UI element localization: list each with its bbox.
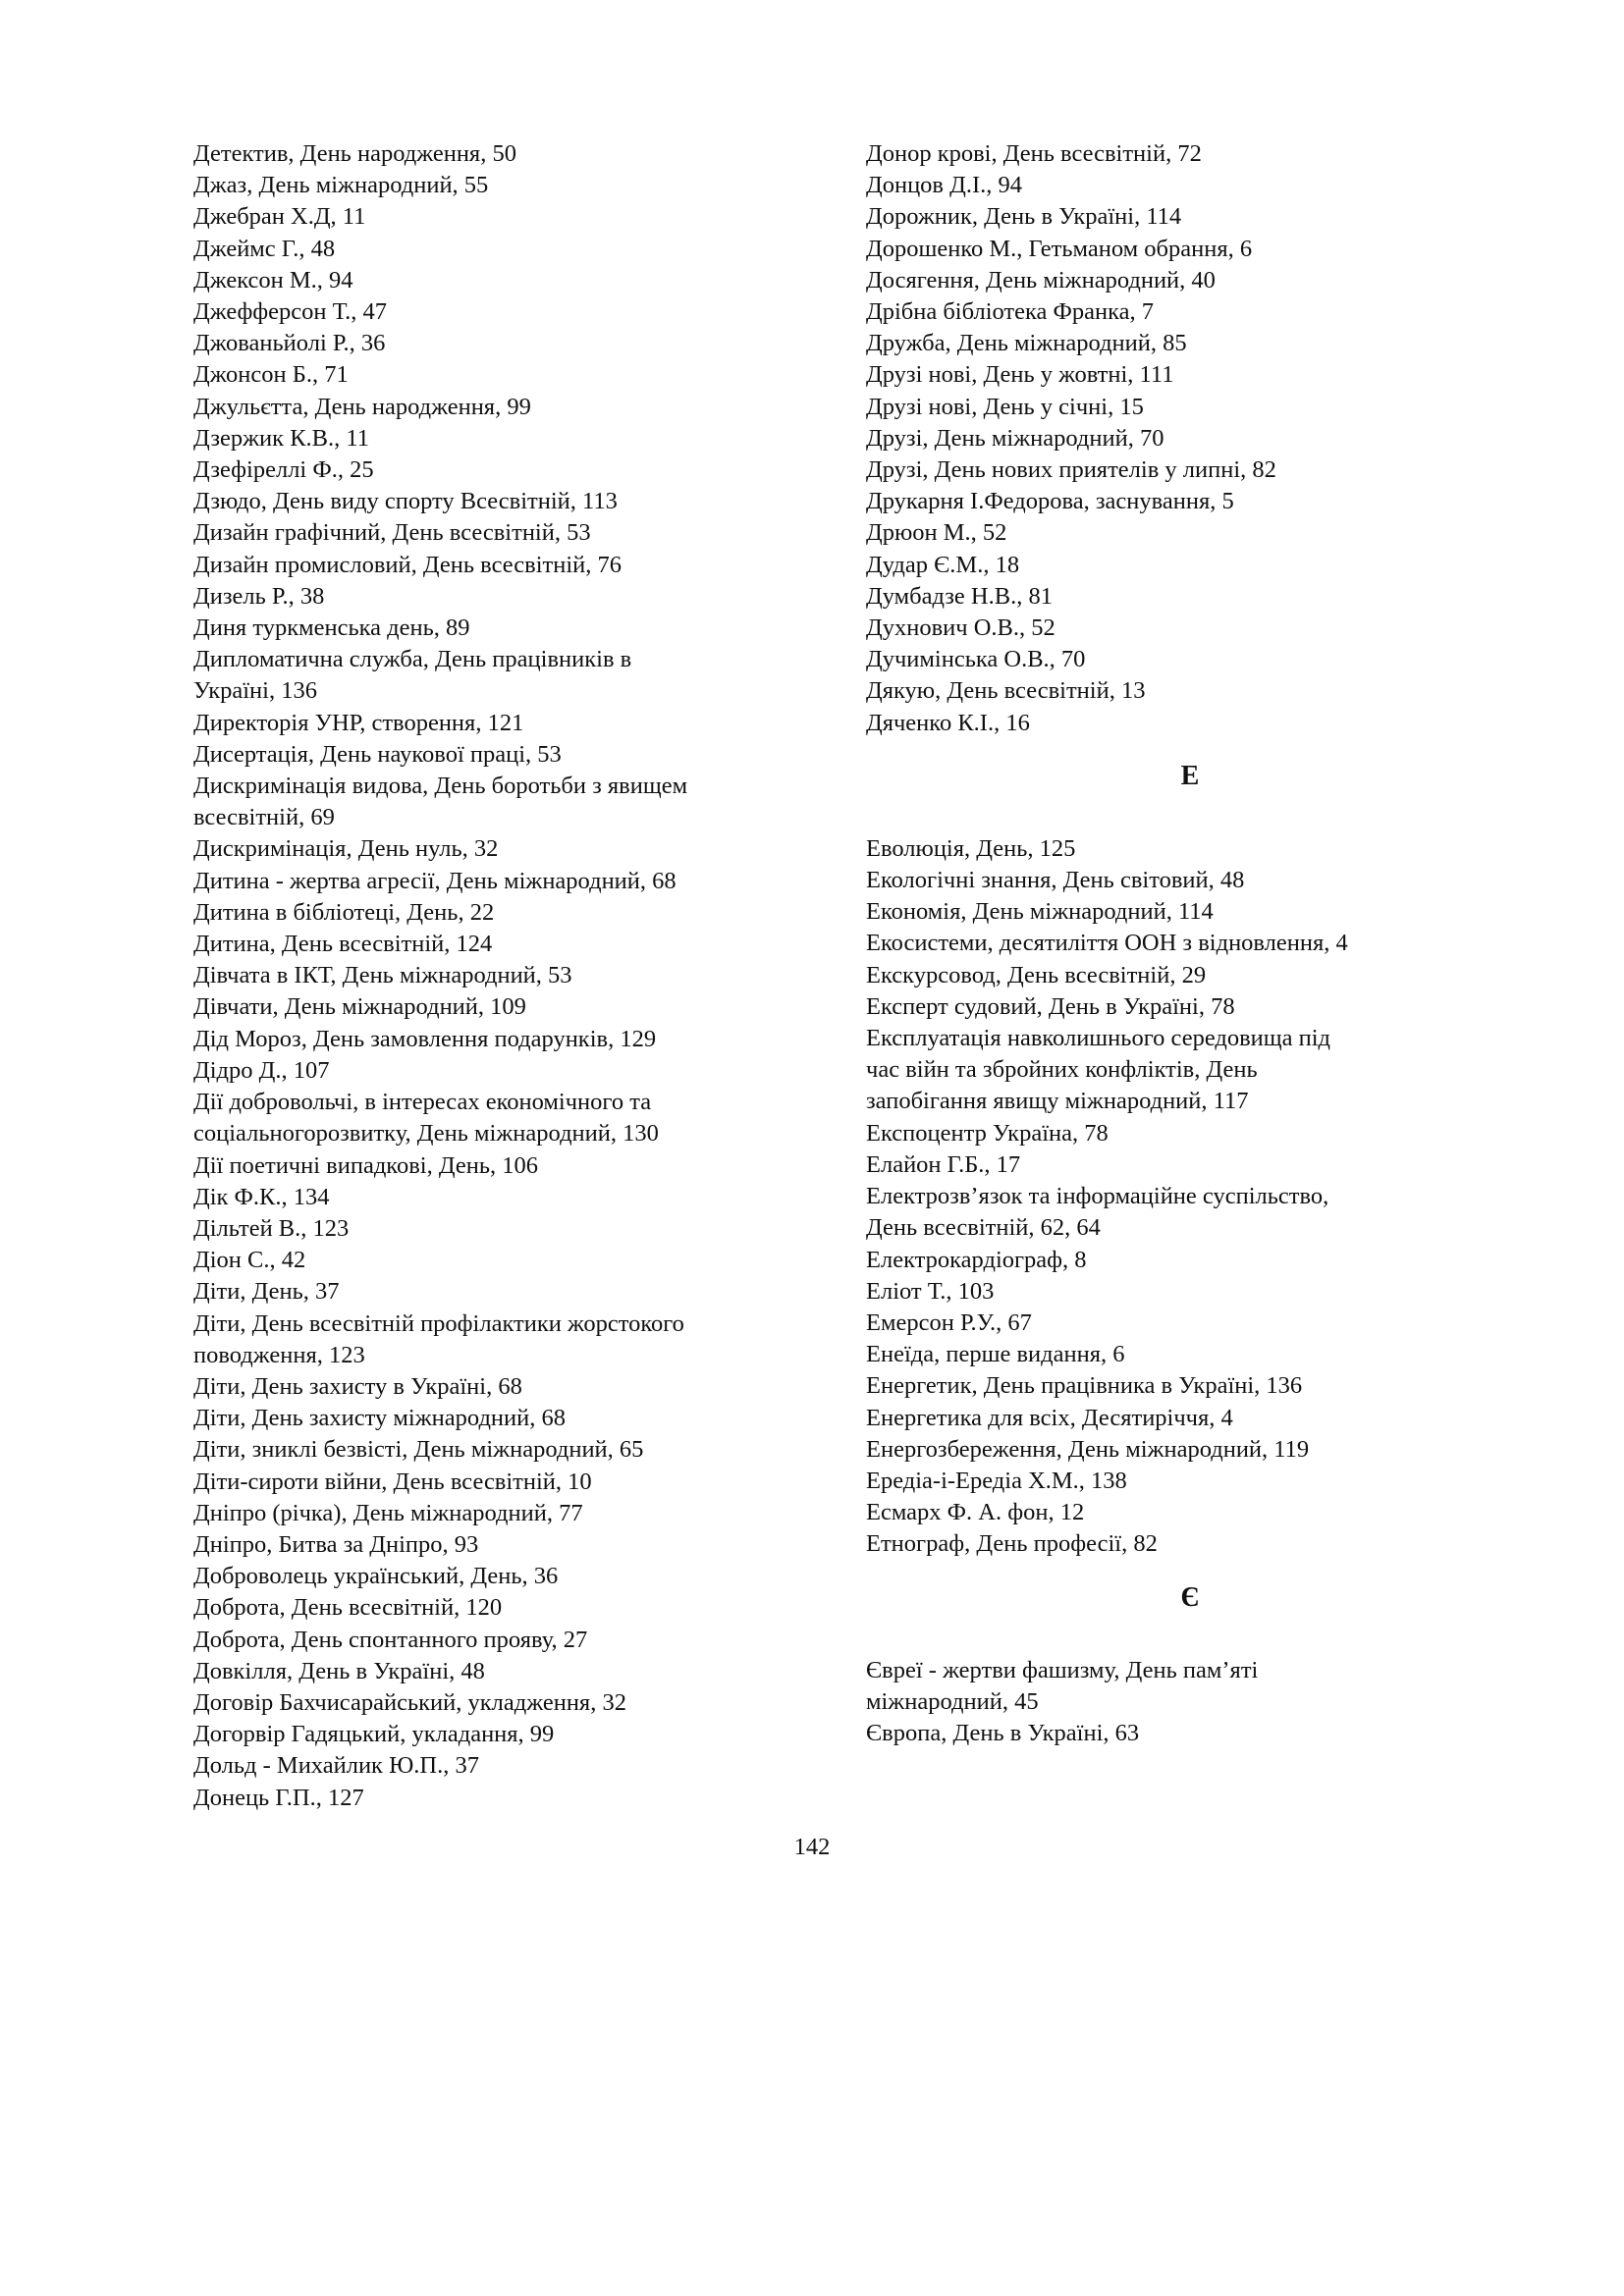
index-entry bbox=[866, 296, 1514, 328]
index-entry bbox=[866, 265, 1514, 296]
index-entry bbox=[193, 1467, 841, 1498]
index-entry-line: Джебран Х.Д, 11 bbox=[193, 203, 366, 231]
index-entry-line: Догорвір Гадяцький, укладання, 99 bbox=[193, 1721, 555, 1748]
index-entry bbox=[866, 1149, 1514, 1181]
index-entry bbox=[193, 170, 841, 201]
index-entry bbox=[866, 234, 1514, 265]
index-entry-line: Дизайн промисловий, День всесвітній, 76 bbox=[193, 551, 622, 578]
index-entry-line: Дискримінація, День нуль, 32 bbox=[193, 835, 499, 863]
index-entry-line: Дизель Р., 38 bbox=[193, 582, 325, 610]
index-entry-line: Диня туркменська день, 89 bbox=[193, 614, 470, 642]
index-entry-line: Донор крові, День всесвітній, 72 bbox=[866, 140, 1202, 167]
index-entry bbox=[193, 138, 841, 170]
index-entry-line: Джульєтта, День народження, 99 bbox=[193, 393, 531, 420]
index-entry-line: Детектив, День народження, 50 bbox=[193, 140, 516, 167]
index-entry bbox=[193, 960, 841, 991]
index-entry bbox=[193, 550, 841, 581]
index-entry-line: Ередіа-і-Ередіа Х.М., 138 bbox=[866, 1467, 1127, 1494]
index-entry-line: Екологічні знання, День світовий, 48 bbox=[866, 867, 1245, 894]
index-entry-line: Дипломатична служба, День працівників в bbox=[193, 646, 632, 673]
index-entry bbox=[193, 1592, 841, 1624]
index-entry bbox=[193, 644, 841, 707]
section-heading-ye: Є bbox=[1180, 1581, 1200, 1613]
index-entry-line: Елайон Г.Б., 17 bbox=[866, 1150, 1021, 1178]
index-entry-line: час війн та збройних конфліктів, День bbox=[866, 1056, 1258, 1084]
index-entry bbox=[193, 1403, 841, 1434]
index-entry-line: Дівчати, День міжнародний, 109 bbox=[193, 993, 526, 1021]
index-entry bbox=[193, 1561, 841, 1592]
index-entry-line: міжнародний, 45 bbox=[866, 1687, 1039, 1715]
index-entry-line: Європа, День в Україні, 63 bbox=[866, 1719, 1140, 1746]
index-entry bbox=[866, 1718, 1514, 1749]
index-entry-line: Джефферсон Т., 47 bbox=[193, 298, 387, 326]
index-entry-line: Експоцентр Україна, 78 bbox=[866, 1119, 1109, 1147]
index-entry-line: Екскурсовод, День всесвітній, 29 bbox=[866, 961, 1207, 988]
index-entry-line: Донець Г.П., 127 bbox=[193, 1784, 364, 1811]
index-entry-line: Друзі, День міжнародний, 70 bbox=[866, 424, 1164, 452]
index-entry bbox=[866, 486, 1514, 517]
index-section-e bbox=[866, 833, 1514, 1561]
index-entry bbox=[866, 138, 1514, 170]
index-entry bbox=[866, 423, 1514, 454]
index-entry-line: Дяченко К.І., 16 bbox=[866, 709, 1030, 736]
index-entry bbox=[193, 833, 841, 865]
index-entry-line: Доброта, День всесвітній, 120 bbox=[193, 1594, 503, 1622]
index-entry bbox=[866, 1528, 1514, 1560]
index-entry-line: Дитина, День всесвітній, 124 bbox=[193, 931, 493, 958]
index-entry bbox=[866, 928, 1514, 959]
index-entry bbox=[866, 359, 1514, 391]
index-entry bbox=[193, 1276, 841, 1308]
index-entry-line: Дудар Є.М., 18 bbox=[866, 551, 1020, 578]
index-entry bbox=[193, 423, 841, 454]
index-entry-line: Дід Мороз, День замовлення подарунків, 129 bbox=[193, 1025, 657, 1052]
index-entry bbox=[866, 896, 1514, 928]
index-entry-line: Дитина в бібліотеці, День, 22 bbox=[193, 898, 495, 926]
index-entry-line: День всесвітній, 62, 64 bbox=[866, 1214, 1101, 1242]
index-entry bbox=[193, 708, 841, 739]
index-entry-line: всесвітній, 69 bbox=[193, 804, 335, 831]
section-heading-e: Е bbox=[1180, 760, 1200, 791]
index-entry-line: Джеймс Г., 48 bbox=[193, 235, 336, 262]
index-entry bbox=[866, 328, 1514, 359]
index-entry bbox=[866, 1118, 1514, 1149]
index-entry-line: Джексон М., 94 bbox=[193, 266, 353, 294]
index-entry-line: Енеїда, перше видання, 6 bbox=[866, 1341, 1125, 1368]
index-entry-line: Дії поетичні випадкові, День, 106 bbox=[193, 1151, 539, 1179]
index-entry-line: Електрозв’язок та інформаційне суспільство, bbox=[866, 1183, 1329, 1210]
index-entry-line: Думбадзе Н.В., 81 bbox=[866, 582, 1053, 610]
index-entry-line: Друзі, День нових приятелів у липні, 82 bbox=[866, 456, 1276, 484]
index-entry-line: Доброта, День спонтанного прояву, 27 bbox=[193, 1626, 588, 1653]
index-entry-line: Духнович О.В., 52 bbox=[866, 614, 1056, 642]
index-entry-line: запобігання явищу міжнародний, 117 bbox=[866, 1088, 1249, 1115]
index-entry-line: Діти, День захисту в Україні, 68 bbox=[193, 1372, 522, 1400]
index-entry-line: поводження, 123 bbox=[193, 1341, 365, 1368]
index-entry bbox=[866, 991, 1514, 1023]
index-entry-line: Електрокардіограф, 8 bbox=[866, 1246, 1087, 1273]
index-entry bbox=[193, 581, 841, 613]
index-entry-line: Емерсон Р.У., 67 bbox=[866, 1308, 1032, 1336]
index-entry-line: Дружба, День міжнародний, 85 bbox=[866, 330, 1187, 357]
index-entry-line: Дзержик К.В., 11 bbox=[193, 424, 369, 452]
index-entry-line: Еліот Т., 103 bbox=[866, 1277, 995, 1305]
index-entry bbox=[193, 265, 841, 296]
index-entry bbox=[193, 929, 841, 960]
index-entry bbox=[193, 1245, 841, 1276]
index-entry-line: Дії добровольчі, в інтересах економічного та bbox=[193, 1089, 652, 1116]
index-entry bbox=[866, 1339, 1514, 1370]
index-entry-line: Договір Бахчисарайський, укладження, 32 bbox=[193, 1688, 626, 1716]
index-entry-line: Діти, День всесвітній профілактики жорстокого bbox=[193, 1309, 684, 1337]
index-entry-line: Етнограф, День професії, 82 bbox=[866, 1530, 1158, 1558]
index-entry bbox=[193, 359, 841, 391]
index-entry bbox=[193, 517, 841, 549]
index-entry-line: Енергетик, День працівника в Україні, 136 bbox=[866, 1372, 1303, 1400]
index-entry bbox=[193, 1087, 841, 1149]
index-entry-line: Дідро Д., 107 bbox=[193, 1056, 330, 1084]
index-entry-line: Директорія УНР, створення, 121 bbox=[193, 709, 524, 736]
index-entry-line: Дорожник, День в Україні, 114 bbox=[866, 203, 1182, 231]
index-entry-line: Досягення, День міжнародний, 40 bbox=[866, 266, 1216, 294]
index-entry bbox=[866, 170, 1514, 201]
index-entry bbox=[866, 1276, 1514, 1308]
index-entry bbox=[866, 1245, 1514, 1276]
index-entry-line: Донцов Д.І., 94 bbox=[866, 172, 1022, 199]
index-entry-line: Екосистеми, десятиліття ООН з відновлення, 4 bbox=[866, 930, 1348, 957]
index-entry-line: Дніпро (річка), День міжнародний, 77 bbox=[193, 1499, 583, 1526]
index-entry bbox=[193, 1625, 841, 1656]
index-entry bbox=[866, 1023, 1514, 1118]
index-entry bbox=[866, 1466, 1514, 1497]
index-entry-line: Довкілля, День в Україні, 48 bbox=[193, 1657, 485, 1684]
index-entry bbox=[193, 1719, 841, 1750]
index-entry-line: Діти, День, 37 bbox=[193, 1278, 340, 1306]
index-column-left bbox=[193, 138, 841, 1814]
index-entry bbox=[866, 392, 1514, 423]
index-entry bbox=[866, 960, 1514, 991]
index-section-ye bbox=[866, 1655, 1514, 1750]
index-entry-line: Діти-сироти війни, День всесвітній, 10 bbox=[193, 1468, 592, 1495]
index-entry-line: Дік Ф.К., 134 bbox=[193, 1183, 330, 1210]
index-entry-line: соціальногорозвитку, День міжнародний, 130 bbox=[193, 1120, 659, 1148]
index-entry bbox=[866, 1370, 1514, 1402]
index-entry-line: Дискримінація видова, День боротьби з явищем bbox=[193, 773, 688, 800]
index-entry-line: Дучимінська О.В., 70 bbox=[866, 646, 1086, 673]
index-entry-line: Діти, День захисту міжнародний, 68 bbox=[193, 1405, 566, 1432]
index-entry-line: Друзі нові, День у січні, 15 bbox=[866, 393, 1144, 420]
index-entry-line: Друзі нові, День у жовтні, 111 bbox=[866, 361, 1174, 389]
index-entry bbox=[866, 1403, 1514, 1434]
index-entry bbox=[193, 1783, 841, 1814]
index-entry-line: Джованьйолі Р., 36 bbox=[193, 330, 386, 357]
page-number: 142 bbox=[793, 1834, 831, 1860]
index-entry-line: Діти, зниклі безвісті, День міжнародний, 65 bbox=[193, 1436, 644, 1464]
index-entry bbox=[866, 517, 1514, 549]
index-entry-line: Дільтей В., 123 bbox=[193, 1214, 350, 1242]
index-entry bbox=[866, 1434, 1514, 1466]
index-entry bbox=[193, 234, 841, 265]
index-entry-line: Дніпро, Битва за Дніпро, 93 bbox=[193, 1530, 479, 1558]
index-entry bbox=[866, 1655, 1514, 1718]
index-entry-line: Дівчата в ІКТ, День міжнародний, 53 bbox=[193, 962, 572, 989]
index-section-d-continued bbox=[866, 138, 1514, 739]
index-entry bbox=[866, 1308, 1514, 1339]
index-entry-line: Друкарня І.Федорова, заснування, 5 bbox=[866, 488, 1234, 515]
index-entry-line: Євреї - жертви фашизму, День пам’яті bbox=[866, 1656, 1259, 1683]
index-entry bbox=[193, 1371, 841, 1403]
index-entry bbox=[193, 1182, 841, 1213]
index-entry bbox=[193, 296, 841, 328]
index-entry bbox=[193, 486, 841, 517]
index-entry-line: Енергозбереження, День міжнародний, 119 bbox=[866, 1435, 1310, 1463]
index-entry bbox=[193, 201, 841, 233]
index-entry bbox=[193, 1308, 841, 1371]
index-entry bbox=[193, 613, 841, 644]
index-entry bbox=[866, 708, 1514, 739]
index-entry-line: Дисертація, День наукової праці, 53 bbox=[193, 740, 562, 768]
index-entry bbox=[193, 1529, 841, 1561]
index-entry bbox=[193, 866, 841, 897]
index-entry-line: Джонсон Б., 71 bbox=[193, 361, 349, 389]
index-entry-line: Діон С., 42 bbox=[193, 1247, 306, 1274]
index-entry bbox=[866, 865, 1514, 896]
index-entry bbox=[193, 392, 841, 423]
index-entry bbox=[193, 1656, 841, 1687]
index-entry-line: Дитина - жертва агресії, День міжнародний, 68 bbox=[193, 867, 677, 894]
index-entry bbox=[193, 1055, 841, 1087]
index-entry bbox=[866, 1497, 1514, 1528]
index-entry-line: Експерт судовий, День в Україні, 78 bbox=[866, 992, 1235, 1020]
index-entry bbox=[866, 613, 1514, 644]
index-entry bbox=[193, 1434, 841, 1466]
index-entry bbox=[193, 739, 841, 771]
index-entry bbox=[193, 1150, 841, 1182]
index-entry-line: Еволюція, День, 125 bbox=[866, 834, 1076, 862]
index-entry-line: Економія, День міжнародний, 114 bbox=[866, 898, 1214, 926]
index-entry-line: Експлуатація навколишнього середовища під bbox=[866, 1025, 1331, 1052]
index-entry bbox=[866, 454, 1514, 486]
index-entry bbox=[193, 1498, 841, 1529]
index-entry-line: Дзефіреллі Ф., 25 bbox=[193, 456, 374, 484]
index-entry bbox=[193, 1750, 841, 1782]
index-entry-line: Джаз, День міжнародний, 55 bbox=[193, 172, 489, 199]
index-entry bbox=[193, 1687, 841, 1719]
index-entry bbox=[866, 644, 1514, 675]
index-entry bbox=[193, 991, 841, 1023]
index-entry-line: Дякую, День всесвітній, 13 bbox=[866, 677, 1146, 705]
index-entry bbox=[866, 201, 1514, 233]
index-entry bbox=[193, 1213, 841, 1245]
index-entry-line: Дрюон М., 52 bbox=[866, 519, 1007, 547]
index-entry-line: Енергетика для всіх, Десятиріччя, 4 bbox=[866, 1404, 1233, 1431]
index-entry bbox=[193, 454, 841, 486]
index-entry bbox=[866, 675, 1514, 707]
index-entry-line: Дорошенко М., Гетьманом обрання, 6 bbox=[866, 235, 1253, 262]
index-entry bbox=[193, 897, 841, 929]
index-entry-line: Дольд - Михайлик Ю.П., 37 bbox=[193, 1752, 479, 1780]
index-entry bbox=[866, 1181, 1514, 1244]
index-column-right bbox=[866, 138, 1514, 1749]
index-entry-line: Есмарх Ф. А. фон, 12 bbox=[866, 1499, 1085, 1526]
index-entry-line: Дизайн графічний, День всесвітній, 53 bbox=[193, 519, 591, 547]
index-entry-line: Україні, 136 bbox=[193, 677, 317, 705]
index-entry bbox=[193, 771, 841, 833]
index-entry bbox=[866, 550, 1514, 581]
index-entry bbox=[193, 328, 841, 359]
index-entry-line: Дзюдо, День виду спорту Всесвітній, 113 bbox=[193, 488, 618, 515]
index-entry bbox=[866, 581, 1514, 613]
index-entry-line: Доброволець український, День, 36 bbox=[193, 1563, 559, 1590]
index-entry-line: Дрібна бібліотека Франка, 7 bbox=[866, 298, 1155, 326]
index-entry bbox=[193, 1024, 841, 1055]
index-entry bbox=[866, 833, 1514, 865]
